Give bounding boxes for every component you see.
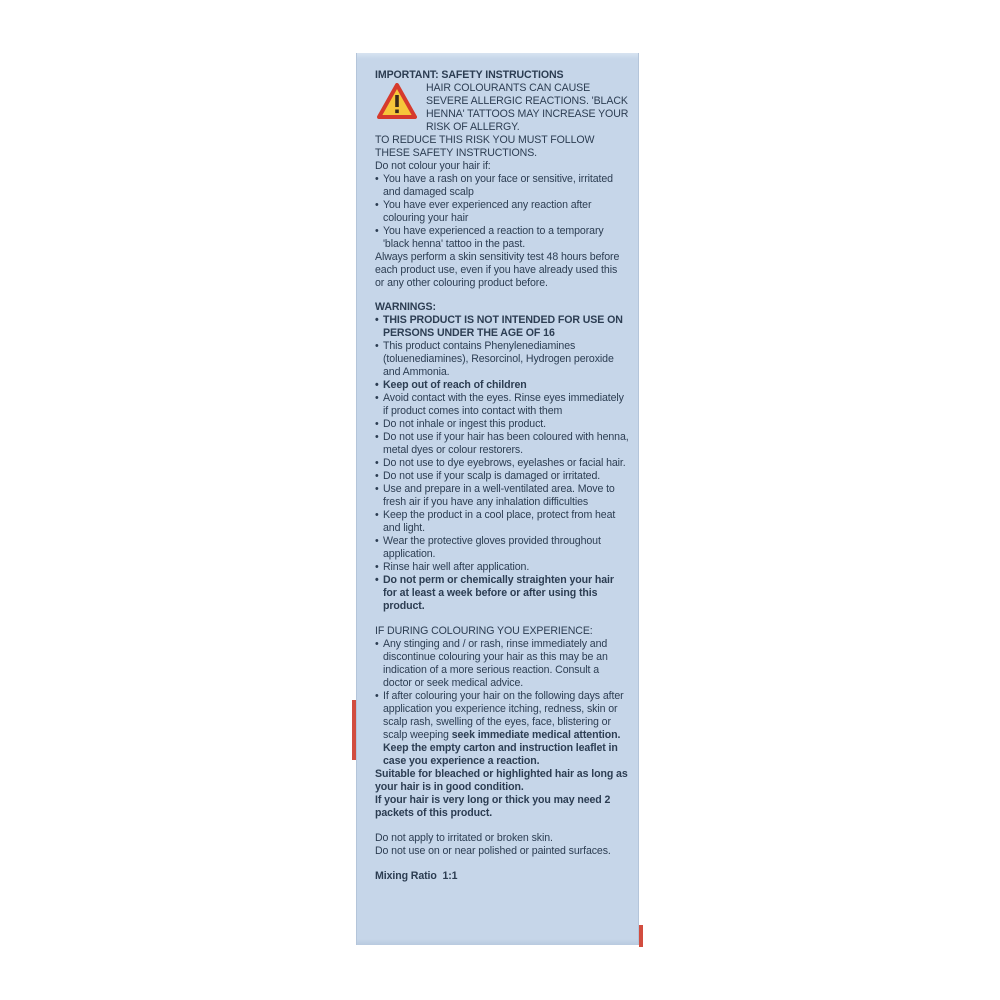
list-item: • Do not perm or chemically straighten your hair for at least a week before or after using this product. [375,574,629,613]
polished-surfaces-text: Do not use on or near polished or painted surfaces. [375,845,611,857]
list-item: • Wear the protective gloves provided throughout application. [375,535,629,561]
list-item: • THIS PRODUCT IS NOT INTENDED FOR USE ON PERSONS UNDER THE AGE OF 16 [375,314,629,340]
list-item: • Avoid contact with the eyes. Rinse eyes immediately if product comes into contact with them [375,392,629,418]
allergy-warning-text: HAIR COLOURANTS CAN CAUSE SEVERE ALLERGIC REACTIONS. 'BLACK HENNA' TATTOOS MAY INCREASE YOUR RISK OF ALLERGY. [426,82,629,133]
do-not-colour-list [375,173,629,251]
allergy-warning-block [375,82,629,134]
list-item: • Use and prepare in a well-ventilated area. Move to fresh air if you have any inhalation difficulties [375,483,629,509]
list-item: • Any stinging and / or rash, rinse immediately and discontinue colouring your hair as this may be an indication of a more serious reaction. Consult a doctor or seek medical advice. [375,638,629,690]
list-item: • Do not use if your hair has been coloured with henna, metal dyes or colour restorers. [375,431,629,457]
experience-item-text: If after colouring your hair on the following days after application you experience itching, redness, skin or scalp rash, swelling of the eyes, face, blistering or scalp weeping [383,690,624,741]
do-not-colour-intro: Do not colour your hair if: [375,160,491,172]
warnings-heading: WARNINGS: [375,301,436,313]
list-item: • Do not use to dye eyebrows, eyelashes or facial hair. [375,457,629,470]
list-item: • You have ever experienced any reaction after colouring your hair [375,199,629,225]
list-item: • This product contains Phenylenediamines (toluenediamines), Resorcinol, Hydrogen peroxide and Ammonia. [375,340,629,379]
safety-instructions-panel [375,69,629,883]
irritated-skin-text: Do not apply to irritated or broken skin. [375,832,553,844]
mixing-ratio: Mixing Ratio 1:1 [375,870,458,882]
list-item: • You have experienced a reaction to a temporary 'black henna' tattoo in the past. [375,225,629,251]
carton-top-edge [357,53,638,59]
carton-side-panel [356,53,639,945]
skin-test-text: Always perform a skin sensitivity test 48 hours before each product use, even if you have already used this or any other colouring product before. [375,251,620,289]
long-hair-text: If your hair is very long or thick you may need 2 packets of this product. [375,794,611,819]
list-item: • Keep the product in a cool place, protect from heat and light. [375,509,629,535]
list-item: • You have a rash on your face or sensitive, irritated and damaged scalp [375,173,629,199]
safety-heading: IMPORTANT: SAFETY INSTRUCTIONS [375,69,564,81]
reduce-risk-text: TO REDUCE THIS RISK YOU MUST FOLLOW THESE SAFETY INSTRUCTIONS. [375,134,595,159]
carton-red-edge [639,925,643,947]
warning-triangle-icon [377,83,417,119]
experience-item-bold-text: seek immediate medical attention. Keep the empty carton and instruction leaflet in case you experience a reaction. [383,729,621,767]
suitable-bleached-text: Suitable for bleached or highlighted hair as long as your hair is in good condition. [375,768,628,793]
list-item: • Keep out of reach of children [375,379,629,392]
list-item: • Rinse hair well after application. [375,561,629,574]
carton-bottom-edge [357,939,638,945]
list-item: • Do not use if your scalp is damaged or irritated. [375,470,629,483]
experience-heading: IF DURING COLOURING YOU EXPERIENCE: [375,625,593,637]
list-item: • Do not inhale or ingest this product. [375,418,629,431]
experience-list [375,638,629,768]
list-item [375,690,629,768]
warnings-list [375,314,629,613]
